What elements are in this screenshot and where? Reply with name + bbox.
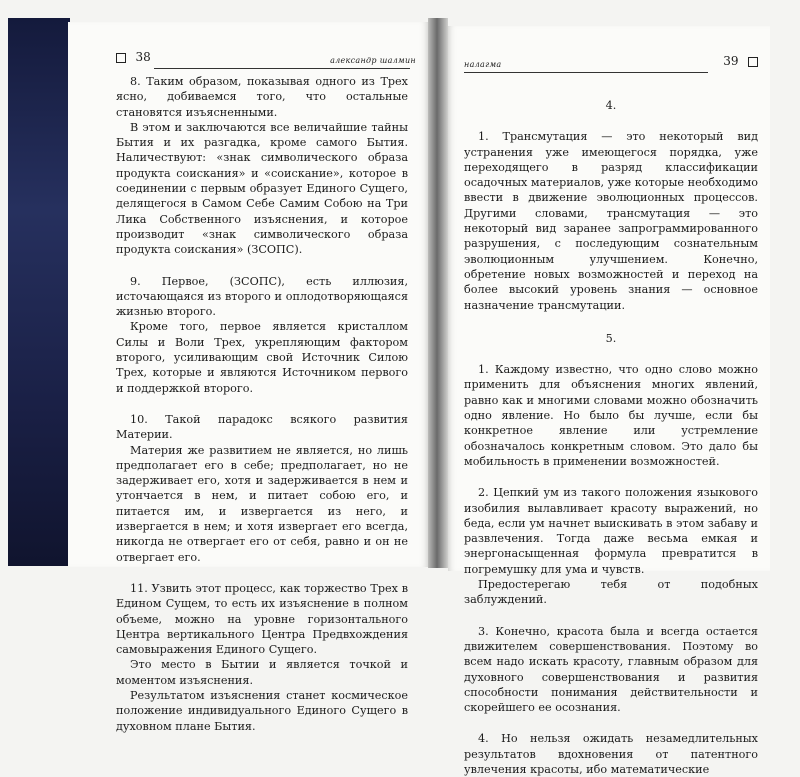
- page-box-icon: [748, 57, 758, 67]
- paragraph: 1. Каждому известно, что одно слово можно применить для объяснения многих явлений, равно как и многими словами можно обозначить одно явление. Но было бы лучше, если бы конкретное явление или устремление обозначалось конкретным словом. Это дало бы мобильность в применении возможностей.: [464, 363, 758, 468]
- cover-edge: [8, 18, 70, 566]
- paragraph: В этом и заключаются все величайшие тайны Бытия и их разгадка, кроме самого Бытия. Наличествуют: «знак символического образа продукта соискания» и «соискание», которое в соединении с первым образует Единого Сущего, делящегося в Самом Себе Самим Собою на Три Лика Собственного изъяснения, и которое производит «знак символического образа продукта соискания» (ЗСОПС).: [116, 120, 408, 257]
- left-text-column: [116, 74, 408, 734]
- right-header: [717, 54, 758, 70]
- paragraph: 4. Но нельзя ожидать незамедлительных результатов вдохновения от патентного увлечения красоты, ибо математические: [464, 732, 758, 776]
- paragraph: 2. Цепкий ум из такого положения языкового изобилия вылавливает красоту выражений, но беда, если ум начнет выискивать в этом забаву и развлечения. Тогда даже весьма емкая и энергонасыщенная формула превратится в погремушку для ума и чувств.: [464, 486, 758, 576]
- section-heading: 4.: [605, 99, 617, 112]
- right-header-rule: [464, 72, 708, 73]
- paragraph: Предостерегаю тебя от подобных заблуждений.: [464, 578, 758, 607]
- paragraph: 9. Первое, (ЗСОПС), есть иллюзия, источающаяся из второго и оплодотворяющаяся жизнью второго.: [116, 274, 408, 319]
- paragraph: 3. Конечно, красота была и всегда остается движителем совершенствования. Поэтому во всем надо искать красоту, главным образом для духовного совершенствования и развития способности понимания действительности и скорейшего ее осознания.: [464, 624, 758, 715]
- left-page: [68, 22, 428, 733]
- right-text-column: [464, 92, 758, 777]
- paragraph: 8. Таким образом, показывая одного из Трех ясно, добиваемся того, что остальные становятся изъясненными.: [116, 75, 408, 119]
- left-page-number: 38: [135, 50, 151, 65]
- paragraph: Это место в Бытии и является точкой и моментом изъяснения.: [116, 658, 408, 687]
- paragraph: Материя же развитием не является, но лишь предполагает его в себе; предполагает, но не задерживает его, хотя и задерживается в нем и утончается в нем, и питает собою его, и питается им, и извергается из него, и извергается в нем; и хотя извергает его всегда, никогда не отвергает его от себя, равно и он не отвергает его.: [116, 443, 408, 564]
- paragraph: Кроме того, первое является кристаллом Силы и Воли Трех, укрепляющим фактором второго, усиливающим свой Источник Силою Трех, которые и являются Источником первого и поддержкой второго.: [116, 320, 408, 395]
- paragraph: 11. Узвить этот процесс, как торжество Трех в Едином Сущем, то есть их изъяснение в полном объеме, можно на уровне горизонтального Центра вертикального Центра Предвхождения самовыражения Единого Сущего.: [116, 581, 408, 657]
- right-page: [448, 26, 770, 776]
- paragraph: 1. Трансмутация — это некоторый вид устранения уже имеющегося порядка, уже переходящего в разряд классификации осадочных материалов, уже которые необходимо ввести в движение эволюционных процессов. Другими словами, трансмутация — это некоторый вид заранее запрограммированного разрушения, с последующим сознательным эволюционным улучшением. Конечно, обретение новых возможностей и переход на более высокий уровень знания — основное назначение трансмутации.: [464, 130, 758, 312]
- left-running-title: александр шалмин: [330, 56, 416, 65]
- paragraph: 10. Такой парадокс всякого развития Материи.: [116, 412, 408, 442]
- section-heading: 5.: [605, 331, 617, 345]
- paragraph: Результатом изъяснения станет космическое положение индивидуального Единого Сущего в духовном плане Бытия.: [116, 688, 408, 733]
- book-gutter: [428, 18, 448, 568]
- page-box-icon: [116, 53, 126, 63]
- right-page-number: 39: [723, 54, 739, 69]
- left-header: [116, 50, 157, 66]
- right-running-title: налагма: [464, 60, 502, 69]
